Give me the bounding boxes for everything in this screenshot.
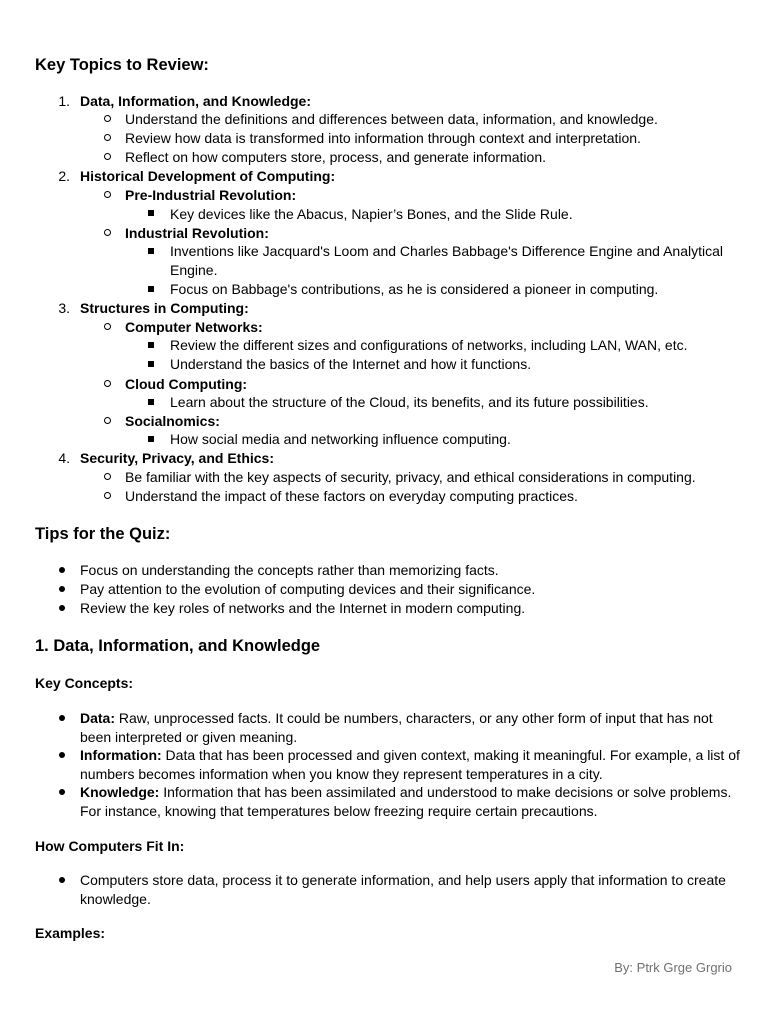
list-number: 3. bbox=[58, 300, 70, 316]
list-item: Learn about the structure of the Cloud, its benefits, and its future possibilities. bbox=[170, 394, 649, 410]
circle-bullet-icon bbox=[104, 229, 111, 236]
circle-bullet-icon bbox=[104, 417, 111, 424]
circle-bullet-icon bbox=[104, 115, 111, 122]
list-item: Understand the impact of these factors on everyday computing practices. bbox=[125, 488, 578, 504]
circle-bullet-icon bbox=[104, 134, 111, 141]
list-item: Focus on Babbage's contributions, as he is considered a pioneer in computing. bbox=[170, 281, 659, 297]
square-bullet-icon bbox=[148, 436, 154, 442]
topic-title: Historical Development of Computing: bbox=[80, 168, 336, 184]
list-item-line: Engine. bbox=[170, 262, 218, 278]
subsection-label: Examples: bbox=[35, 925, 106, 941]
topic-title: Data, Information, and Knowledge: bbox=[80, 93, 312, 109]
subsection-label: Key Concepts: bbox=[35, 675, 134, 691]
list-item: How social media and networking influence computing. bbox=[170, 431, 511, 447]
topic-title: Structures in Computing: bbox=[80, 300, 249, 316]
bullet-icon bbox=[59, 715, 65, 721]
concept-text: Raw, unprocessed facts. It could be numbers, characters, or any other form of input that has not bbox=[118, 710, 713, 726]
section-heading: 1. Data, Information, and Knowledge bbox=[35, 637, 321, 655]
square-bullet-icon bbox=[148, 286, 154, 292]
subtopic-title: Pre-Industrial Revolution: bbox=[125, 187, 297, 203]
circle-bullet-icon bbox=[104, 153, 111, 160]
circle-bullet-icon bbox=[104, 323, 111, 330]
square-bullet-icon bbox=[148, 399, 154, 405]
list-item-line: Computers store data, process it to generate information, and help users apply that information to create bbox=[80, 872, 726, 888]
list-item: Be familiar with the key aspects of security, privacy, and ethical considerations in computing. bbox=[125, 469, 696, 485]
concept-text: Data that has been processed and given context, making it meaningful. For example, a list of bbox=[165, 747, 740, 763]
concept-term: Knowledge: bbox=[80, 784, 160, 800]
subsection-label: How Computers Fit In: bbox=[35, 838, 185, 854]
concept-item bbox=[80, 783, 731, 802]
circle-bullet-icon bbox=[104, 473, 111, 480]
footer-author: By: Ptrk Grge Grgrio bbox=[614, 960, 732, 975]
bullet-icon bbox=[59, 567, 65, 573]
concept-text: Information that has been assimilated and understood to make decisions or solve problems. bbox=[163, 784, 732, 800]
list-item: Pay attention to the evolution of computing devices and their significance. bbox=[80, 581, 536, 597]
list-item: Review how data is transformed into information through context and interpretation. bbox=[125, 130, 641, 146]
list-item: Understand the definitions and differences between data, information, and knowledge. bbox=[125, 111, 658, 127]
square-bullet-icon bbox=[148, 248, 154, 254]
subtopic-title: Socialnomics: bbox=[125, 413, 220, 429]
concept-text-line: numbers becomes information when you know they represent temperatures in a city. bbox=[80, 766, 603, 782]
square-bullet-icon bbox=[148, 361, 154, 367]
list-item-line: Inventions like Jacquard's Loom and Charles Babbage's Difference Engine and Analytical bbox=[170, 243, 723, 259]
square-bullet-icon bbox=[148, 210, 154, 216]
concept-term: Data: bbox=[80, 710, 116, 726]
list-item: Review the key roles of networks and the Internet in modern computing. bbox=[80, 600, 526, 616]
list-item: Understand the basics of the Internet and how it functions. bbox=[170, 356, 532, 372]
subtopic-title: Computer Networks: bbox=[125, 319, 263, 335]
key-topics-heading: Key Topics to Review: bbox=[35, 56, 209, 74]
list-item: Focus on understanding the concepts rather than memorizing facts. bbox=[80, 562, 499, 578]
list-item: Key devices like the Abacus, Napier’s Bones, and the Slide Rule. bbox=[170, 206, 573, 222]
bullet-icon bbox=[59, 605, 65, 611]
concept-item bbox=[80, 709, 713, 728]
square-bullet-icon bbox=[148, 342, 154, 348]
concept-term: Information: bbox=[80, 747, 162, 763]
list-number: 1. bbox=[58, 93, 70, 109]
circle-bullet-icon bbox=[104, 380, 111, 387]
subtopic-title: Cloud Computing: bbox=[125, 376, 248, 392]
circle-bullet-icon bbox=[104, 191, 111, 198]
list-item-line: knowledge. bbox=[80, 891, 151, 907]
tips-heading: Tips for the Quiz: bbox=[35, 525, 171, 543]
bullet-icon bbox=[59, 789, 65, 795]
concept-text-line: For instance, knowing that temperatures below freezing require certain precautions. bbox=[80, 803, 598, 819]
list-item: Review the different sizes and configurations of networks, including LAN, WAN, etc. bbox=[170, 337, 688, 353]
bullet-icon bbox=[59, 877, 65, 883]
list-number: 4. bbox=[58, 450, 70, 466]
bullet-icon bbox=[59, 586, 65, 592]
topic-title: Security, Privacy, and Ethics: bbox=[80, 450, 275, 466]
list-number: 2. bbox=[58, 168, 70, 184]
concept-item bbox=[80, 746, 740, 765]
subtopic-title: Industrial Revolution: bbox=[125, 225, 269, 241]
concept-text-line: been interpreted or given meaning. bbox=[80, 729, 298, 745]
list-item: Reflect on how computers store, process, and generate information. bbox=[125, 149, 546, 165]
circle-bullet-icon bbox=[104, 492, 111, 499]
bullet-icon bbox=[59, 752, 65, 758]
